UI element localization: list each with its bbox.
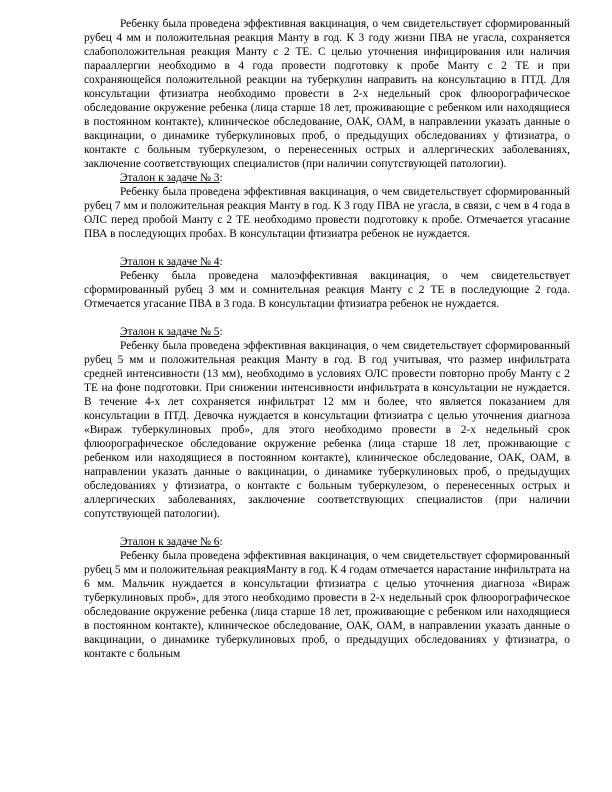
answer-paragraph-task-3: Ребенку была проведена эффективная вакцинация, о чем свидетельствует сформированный рубец 7 мм и положительная реакция Манту в год. К 3 году ПВА не угасла, в связи, с чем в 4 года в ОЛС перед пробой Манту с 2 ТЕ необходимо провести подготовку к пробе. Отмечается угасание ПВА в последующих пробах. В консультации фтизиатра ребенок не нуждается.: [84, 186, 570, 240]
paragraph-gap: [84, 521, 570, 535]
heading-text: Эталон к задаче № 3: [120, 172, 220, 184]
document-body: [84, 17, 570, 661]
answer-paragraph-task-4: Ребенку была проведена малоэффективная вакцинация, о чем свидетельствует сформированный рубец 3 мм и сомнительная реакция Манту с 2 ТЕ в последующие 2 года. Отмечается угасание ПВА в 3 года. В консультации фтизиатра ребенок не нуждается.: [84, 270, 570, 310]
answer-paragraph-task-6: Ребенку была проведена эффективная вакцинация, о чем свидетельствует сформированный рубец 5 мм и положительная реакцияМанту в год. К 4 годам отмечается нарастание инфильтрата на 6 мм. Мальчик нуждается в консультации фтизиатра с целью уточнения диагноза «Вираж туберкулиновых проб», для этого необходимо провести в 2-х недельный срок флюорографическое обследование окружение ребенка (лица старше 18 лет, проживающие с ребенком или находящиеся в постоянном контакте), клиническое обследование, ОАК, ОАМ, в направлении указать данные о вакцинации, о динамике туберкулиновых проб, о предыдущих обследованиях у фтизиатра, о контакте с больным: [84, 550, 570, 660]
answer-heading-task-5: Эталон к задаче № 5:: [120, 326, 223, 338]
answer-heading-task-4: Эталон к задаче № 4:: [120, 256, 223, 268]
paragraph-gap: [84, 311, 570, 325]
heading-text: Эталон к задаче № 6: [120, 536, 220, 548]
heading-text: Эталон к задаче № 5: [120, 326, 220, 338]
answer-paragraph-task-2: Ребенку была проведена эффективная вакцинация, о чем свидетельствует сформированный рубец 4 мм и положительная реакция Манту в год. К 3 году жизни ПВА не угасла, сохраняется слабоположительная реакция Манту с 2 ТЕ. С целью уточнения инфицирования или наличия парааллергии необходимо в 4 года провести подготовку к пробе Манту с 2 ТЕ и при сохраняющейся положительной реакции на туберкулин направить на консультацию в ПТД. Для консультации фтизиатра необходимо провести в 2-х недельный срок флюорографическое обследование окружение ребенка (лица старше 18 лет, проживающие с ребенком или находящиеся в постоянном контакте), клиническое обследование, ОАК, ОАМ, в направлении указать данные о вакцинации, о динамике туберкулиновых проб, о предыдущих обследованиях у фтизиатра, о контакте с больным туберкулезом, о перенесенных острых и аллергических заболеваниях, заключение соответствующих специалистов (при наличии сопутствующей патологии).: [84, 18, 570, 170]
answer-heading-task-3: Эталон к задаче № 3:: [120, 172, 223, 184]
paragraph-gap: [84, 241, 570, 255]
answer-paragraph-task-5: Ребенку была проведена эффективная вакцинация, о чем свидетельствует сформированный рубец 5 мм и положительная реакция Манту в год. В год учитывая, что размер инфильтрата средней интенсивности (13 мм), необходимо в условиях ОЛС провести повторно пробу Манту с 2 ТЕ на фоне подготовки. При снижении интенсивности инфильтрата в консультации не нуждается. В течение 4-х лет сохраняется инфильтрат 12 мм и более, что является показанием для консультации в ПТД. Девочка нуждается в консультации фтизиатра с целью уточнения диагноза «Вираж туберкулиновых проб», для этого необходимо провести в 2-х недельный срок флюорографическое обследование окружение ребенка (лица старше 18 лет, проживающие с ребенком или находящиеся в постоянном контакте), клиническое обследование, ОАК, ОАМ, в направлении указать данные о вакцинации, о динамике туберкулиновых проб, о предыдущих обследованиях у фтизиатра, о контакте с больным туберкулезом, о перенесенных острых и аллергических заболеваниях, заключение соответствующих специалистов (при наличии сопутствующей патологии).: [84, 340, 570, 520]
heading-text: Эталон к задаче № 4: [120, 256, 220, 268]
answer-heading-task-6: Эталон к задаче № 6:: [120, 536, 223, 548]
